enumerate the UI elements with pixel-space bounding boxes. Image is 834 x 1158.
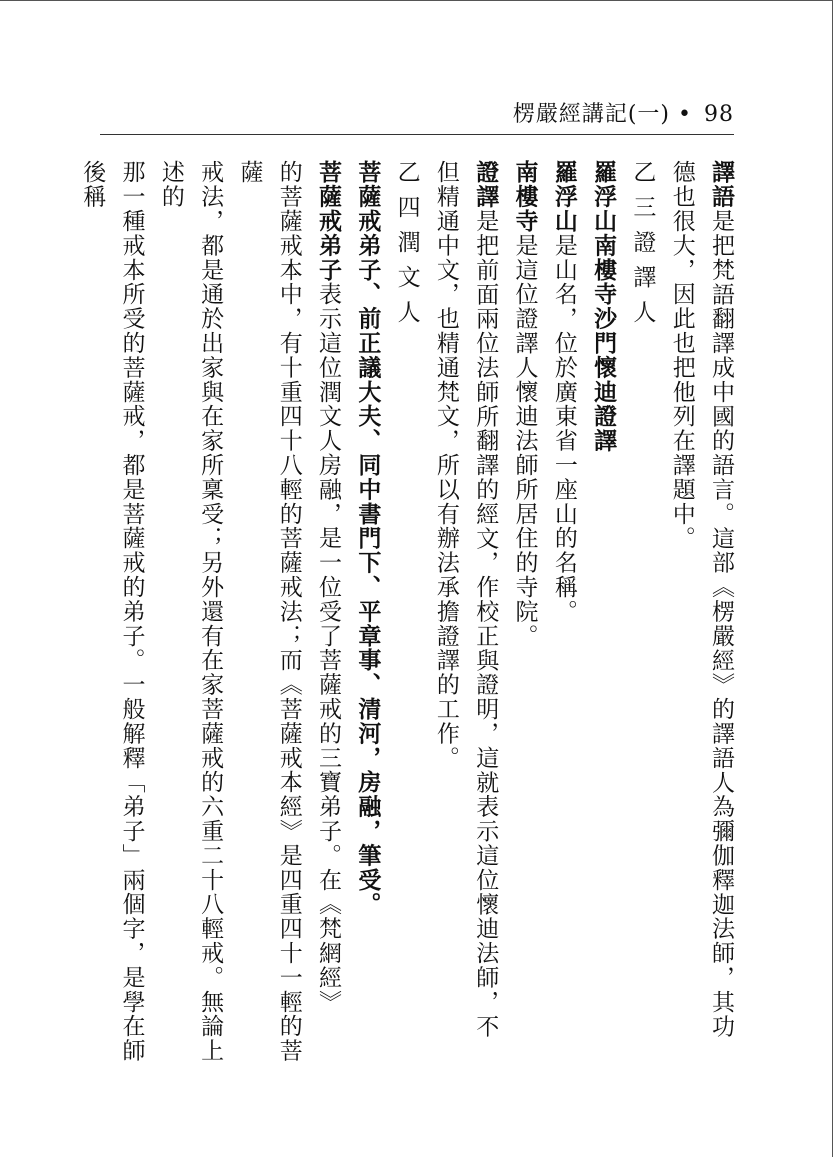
section-heading bbox=[622, 160, 661, 1080]
body-text: 戒法，都是通於出家與在家所稟受；另外還有在家菩薩戒的六重二十八輕戒。無論上述的 bbox=[157, 160, 224, 1063]
paragraph-verification bbox=[465, 160, 504, 1080]
term: 羅浮山 bbox=[550, 160, 577, 234]
paragraph-temple bbox=[504, 160, 543, 1080]
section-label: 乙四 bbox=[393, 160, 420, 230]
header-rule bbox=[100, 134, 734, 135]
text-column bbox=[661, 160, 700, 1080]
text-column bbox=[72, 160, 151, 1080]
sutra-line bbox=[583, 160, 622, 1080]
term: 譯語 bbox=[708, 160, 734, 209]
text-column bbox=[229, 160, 308, 1080]
body-text: 的菩薩戒本中，有十重四十八輕的菩薩戒法；而《菩薩戒本經》是四重四十一輕的菩薩 bbox=[236, 160, 302, 1063]
body-text: 是山名，位於廣東省一座山的名稱。 bbox=[550, 233, 577, 624]
body-text: 是這位證譯人懷迪法師所居住的寺院。 bbox=[511, 233, 538, 649]
vertical-text-body bbox=[79, 160, 740, 1080]
section-label: 乙三 bbox=[629, 160, 656, 230]
text-column bbox=[151, 160, 230, 1080]
body-text: 德也很大，因此也把他列在譯題中。 bbox=[668, 160, 695, 551]
section-title: 證譯人 bbox=[629, 230, 656, 335]
body-text: 那一種戒本所受的菩薩戒，都是菩薩戒的弟子。一般解釋「弟子」兩個字，是學在師後稱 bbox=[79, 160, 145, 1063]
paragraph-mountain bbox=[544, 160, 583, 1080]
paragraph-bodhisattva bbox=[308, 160, 347, 1080]
term: 證譯 bbox=[472, 160, 499, 209]
page-number: 98 bbox=[704, 102, 734, 127]
running-header bbox=[513, 97, 734, 128]
section-title: 潤文人 bbox=[393, 230, 420, 335]
paragraph-translator bbox=[701, 160, 740, 1080]
body-text: 是把前面兩位法師所翻譯的經文，作校正與證明，這就表示這位懷迪法師，不 bbox=[472, 208, 499, 1039]
section-heading bbox=[386, 160, 425, 1080]
body-text: 表示這位潤文人房融，是一位受了菩薩戒的三寶弟子。在《梵網經》 bbox=[315, 282, 342, 1014]
text-column bbox=[426, 160, 465, 1080]
body-text: 但精通中文，也精通梵文，所以有辦法承擔證譯的工作。 bbox=[432, 160, 459, 770]
body-text: 是把梵語翻譯成中國的語言。這部《楞嚴經》的譯語人為彌伽釋迦法師，其功 bbox=[708, 208, 734, 1039]
term: 南樓寺 bbox=[511, 160, 538, 234]
sutra-text: 菩薩戒弟子、前正議大夫、同中書門下、平章事、清河，房融，筆受。 bbox=[354, 160, 381, 917]
term: 菩薩戒弟子 bbox=[315, 160, 342, 282]
sutra-line bbox=[347, 160, 386, 1080]
sutra-text: 羅浮山南樓寺沙門懷迪證譯 bbox=[590, 160, 617, 453]
book-title: 楞嚴經講記(一) bbox=[512, 102, 671, 127]
header-separator: • bbox=[678, 102, 692, 127]
